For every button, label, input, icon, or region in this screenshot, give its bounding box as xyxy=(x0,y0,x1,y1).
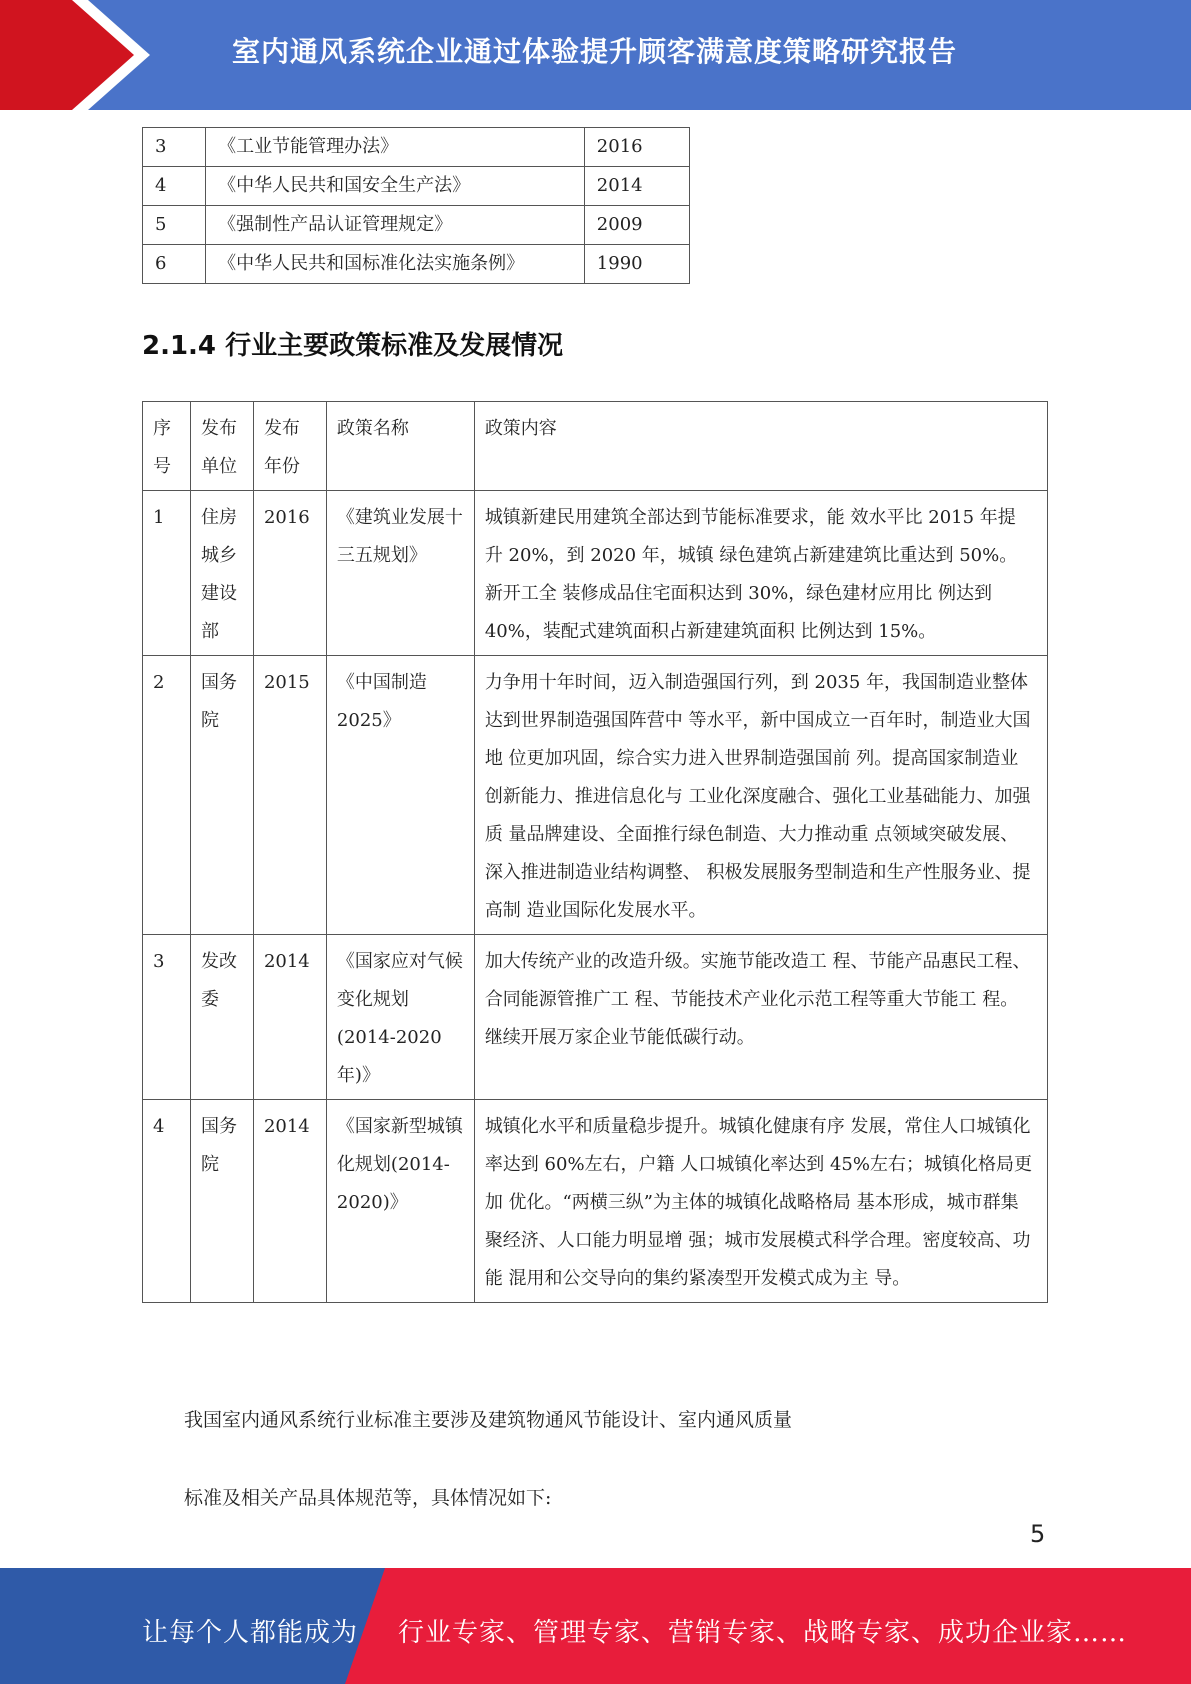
body-paragraph-line: 我国室内通风系统行业标准主要涉及建筑物通风节能设计、室内通风质量 xyxy=(184,1409,793,1431)
column-header-content: 政策内容 xyxy=(474,402,1047,491)
policy-name: 《国家新型城镇化规划(2014-2020)》 xyxy=(326,1100,474,1303)
law-year: 2016 xyxy=(584,128,689,167)
policy-issuer: 住房城乡建设部 xyxy=(190,491,253,656)
policy-name: 《国家应对气候变化规划(2014-2020年)》 xyxy=(326,935,474,1100)
law-no: 5 xyxy=(143,206,206,245)
policy-name: 《中国制造2025》 xyxy=(326,656,474,935)
table-row xyxy=(143,128,690,167)
column-header-name: 政策名称 xyxy=(326,402,474,491)
policy-year: 2014 xyxy=(253,1100,326,1303)
report-title: 室内通风系统企业通过体验提升顾客满意度策略研究报告 xyxy=(232,35,958,68)
policy-no: 2 xyxy=(143,656,191,935)
law-no: 4 xyxy=(143,167,206,206)
table-row xyxy=(143,245,690,284)
law-year: 2009 xyxy=(584,206,689,245)
column-header-issuer: 发布单位 xyxy=(190,402,253,491)
policy-content: 城镇化水平和质量稳步提升。城镇化健康有序 发展，常住人口城镇化率达到 60%左右，户籍 人口城镇化率达到 45%左右；城镇化格局更加 优化。“两横三纵”为主体的城镇化战略格局 基本形成，城市群集聚经济、人口能力明显增 强；城市发展模式科学合理。密度较高、功能 混用和公交导向的集约紧凑型开发模式成为主 导。 xyxy=(474,1100,1047,1303)
law-no: 3 xyxy=(143,128,206,167)
policy-content: 力争用十年时间，迈入制造强国行列，到 2035 年，我国制造业整体达到世界制造强国阵营中 等水平，新中国成立一百年时，制造业大国地 位更加巩固，综合实力进入世界制造强国前 列。提高国家制造业创新能力、推进信息化与 工业化深度融合、强化工业基础能力、加强质 量品牌建设、全面推行绿色制造、大力推动重 点领域突破发展、深入推进制造业结构调整、 积极发展服务型制造和生产性服务业、提高制 造业国际化发展水平。 xyxy=(474,656,1047,935)
page-header xyxy=(0,0,1191,110)
law-name: 《中华人民共和国安全生产法》 xyxy=(206,167,585,206)
page-number: 5 xyxy=(1030,1520,1046,1548)
law-year: 1990 xyxy=(584,245,689,284)
column-header-year: 发布年份 xyxy=(253,402,326,491)
law-year: 2014 xyxy=(584,167,689,206)
column-header-no: 序号 xyxy=(143,402,191,491)
table-row xyxy=(143,656,1048,935)
table-header-row xyxy=(143,402,1048,491)
policy-issuer: 发改委 xyxy=(190,935,253,1100)
table-row xyxy=(143,1100,1048,1303)
section-heading: 2.1.4 行业主要政策标准及发展情况 xyxy=(142,331,564,361)
policy-content: 城镇新建民用建筑全部达到节能标准要求，能 效水平比 2015 年提升 20%，到 2020 年，城镇 绿色建筑占新建建筑比重达到 50%。新开工全 装修成品住宅面积达到 30%，绿色建材应用比 例达到 40%，装配式建筑面积占新建建筑面积 比例达到 15%。 xyxy=(474,491,1047,656)
header-arrow-decoration xyxy=(0,0,140,110)
policy-issuer: 国务院 xyxy=(190,656,253,935)
policy-name: 《建筑业发展十三五规划》 xyxy=(326,491,474,656)
policy-no: 3 xyxy=(143,935,191,1100)
page-footer xyxy=(0,1568,1191,1684)
law-name: 《中华人民共和国标准化法实施条例》 xyxy=(206,245,585,284)
table-row xyxy=(143,167,690,206)
law-name: 《强制性产品认证管理规定》 xyxy=(206,206,585,245)
table-row xyxy=(143,935,1048,1100)
law-name: 《工业节能管理办法》 xyxy=(206,128,585,167)
law-no: 6 xyxy=(143,245,206,284)
policy-table xyxy=(142,401,1048,1303)
table-row xyxy=(143,491,1048,656)
policy-year: 2015 xyxy=(253,656,326,935)
policy-no: 1 xyxy=(143,491,191,656)
law-table xyxy=(142,127,690,284)
footer-slogan-left: 让每个人都能成为 xyxy=(142,1618,359,1648)
table-row xyxy=(143,206,690,245)
policy-year: 2016 xyxy=(253,491,326,656)
policy-issuer: 国务院 xyxy=(190,1100,253,1303)
footer-slogan-right: 行业专家、管理专家、营销专家、战略专家、成功企业家…… xyxy=(398,1618,1128,1648)
policy-year: 2014 xyxy=(253,935,326,1100)
policy-content: 加大传统产业的改造升级。实施节能改造工 程、节能产品惠民工程、合同能源管推广工 程、节能技术产业化示范工程等重大节能工 程。继续开展万家企业节能低碳行动。 xyxy=(474,935,1047,1100)
policy-no: 4 xyxy=(143,1100,191,1303)
body-paragraph-line: 标准及相关产品具体规范等，具体情况如下: xyxy=(184,1487,552,1509)
